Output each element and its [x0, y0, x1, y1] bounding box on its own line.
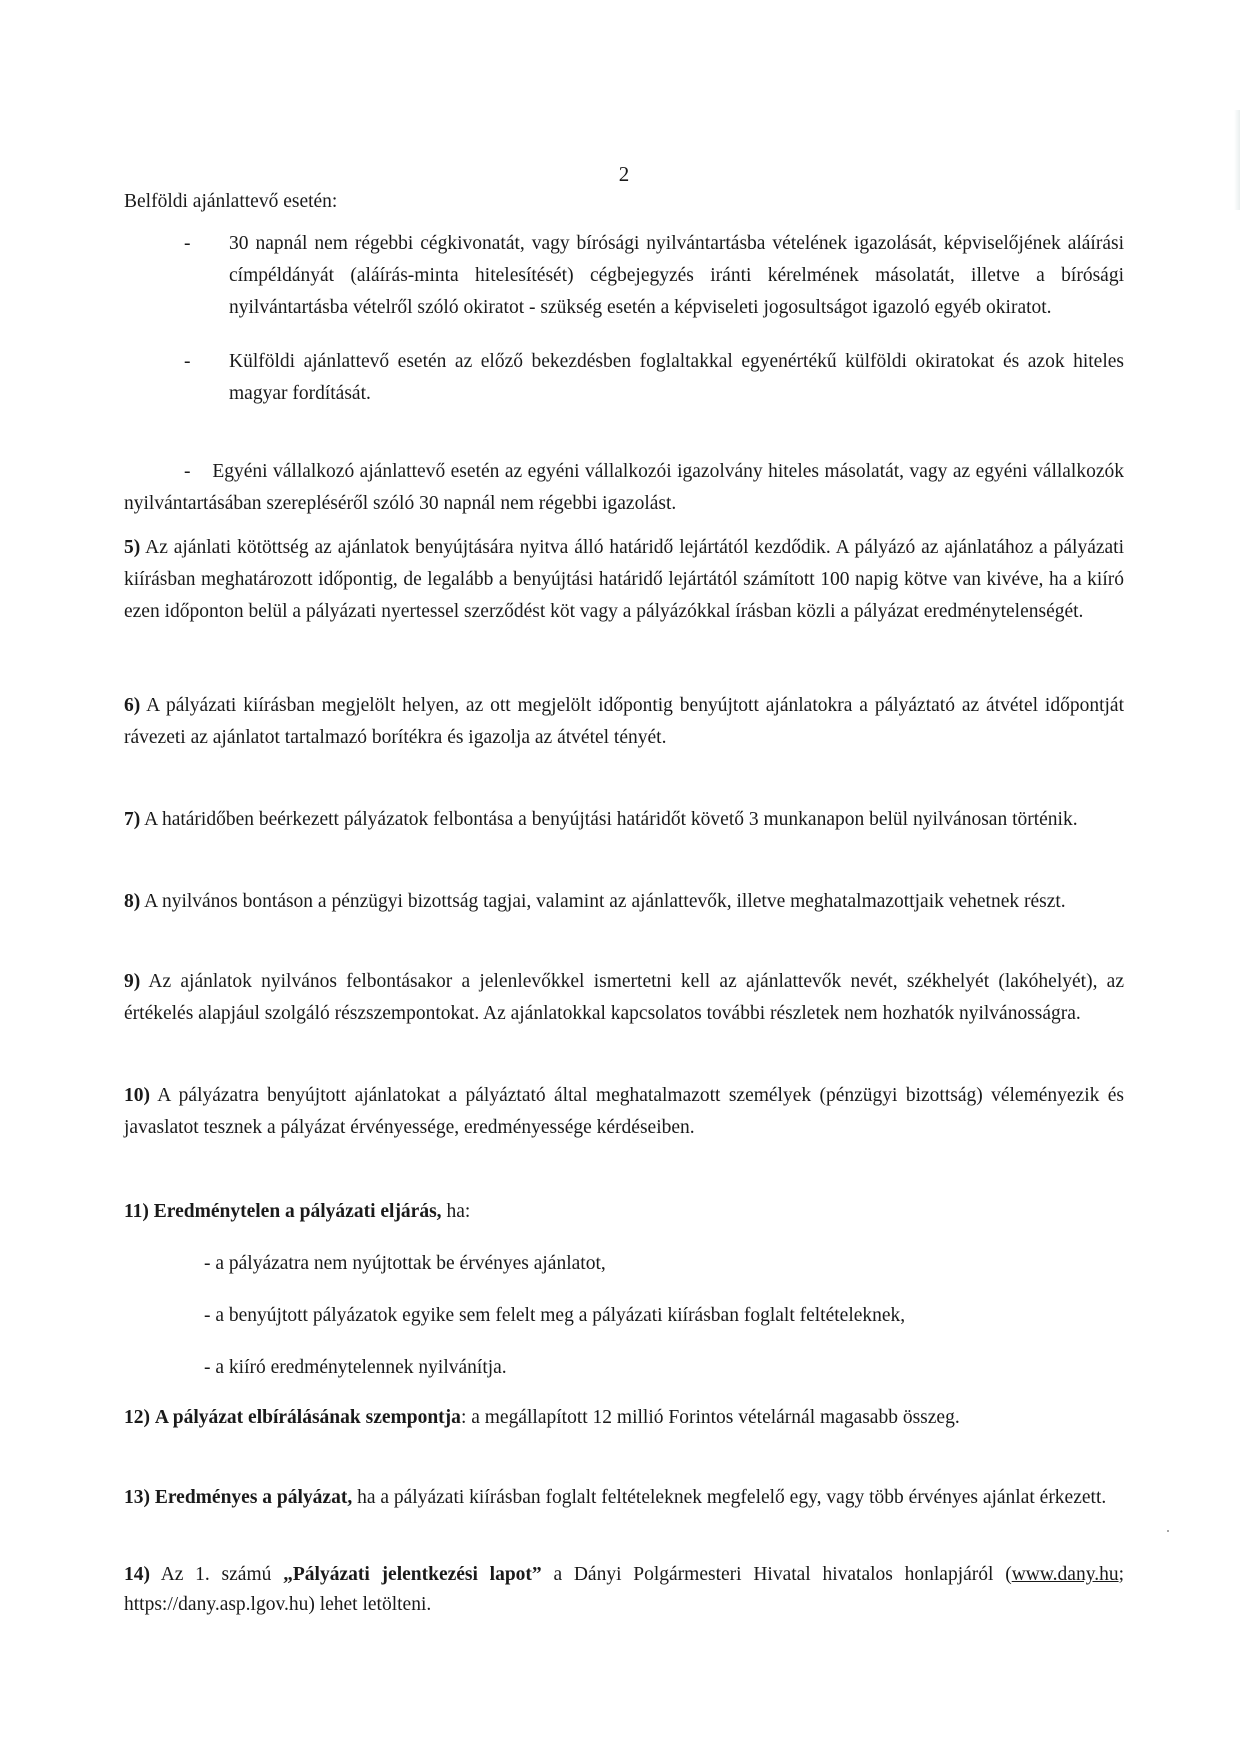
- list-item-text: 30 napnál nem régebbi cégkivonatát, vagy bírósági nyilvántartásba vételének igazolását, képviselőjének aláírási címpéldányát (aláírás-minta hitelesítését) cégbejegyzés iránti kérelmének másolatát, illetve a bírósági nyilvántartásba vételről szóló okiratot - szükség esetén a képviseleti jogosultságot igazoló egyéb okiratot.: [229, 233, 1124, 318]
- section-text: Az ajánlatok nyilvános felbontásakor a jelenlevőkkel ismertetni kell az ajánlattevők nevét, székhelyét (lakóhelyét), az értékelés alapjául szolgáló részszempontokat. Az ajánlatokkal kapcsolatos további részletek nem hozhatók nyilvánosságra.: [124, 971, 1124, 1024]
- section-13: [124, 1482, 1124, 1514]
- section-11: [124, 1196, 1124, 1228]
- section-number: 7): [124, 809, 141, 830]
- sole-trader-text: Egyéni vállalkozó ajánlattevő esetén az egyéni vállalkozói igazolvány hiteles másolatát, vagy az egyéni vállalkozók nyilvántartásában szerepléséről szóló 30 napnál nem régebbi igazolást.: [124, 461, 1125, 514]
- list-item: [184, 346, 1124, 410]
- section-text: : a megállapított 12 millió Forintos vételárnál magasabb összeg.: [460, 1407, 960, 1428]
- section-text: ha:: [441, 1201, 471, 1222]
- section-5: [124, 532, 1124, 628]
- section-text: A pályázati kiírásban megjelölt helyen, az ott megjelölt időpontig benyújtott ajánlatokra a pályáztató az átvétel időpontját rávezeti az ajánlatot tartalmazó borítékra és igazolja az átvétel tényét.: [124, 695, 1124, 748]
- scan-speck: [1167, 1530, 1169, 1532]
- dash-bullet: -: [184, 351, 191, 372]
- section-14: [124, 1560, 1124, 1620]
- section-11-item: - a pályázatra nem nyújtottak be érvényes ajánlatot,: [204, 1253, 606, 1274]
- dash-bullet: -: [184, 461, 191, 482]
- section-number: 10): [124, 1085, 150, 1106]
- section-text: A pályázatra benyújtott ajánlatokat a pályáztató által meghatalmazott személyek (pénzügyi bizottság) véleményezik és javaslatot tesznek a pályázat érvényessége, eredményessége kérdéseiben.: [124, 1085, 1124, 1138]
- section-text: Az 1. számú: [160, 1564, 284, 1585]
- section-number: 5): [124, 537, 141, 558]
- section-number: 9): [124, 971, 141, 992]
- section-bold-text: A pályázat elbírálásának szempontja: [154, 1407, 461, 1428]
- domestic-requirements-list: [184, 228, 1124, 410]
- section-11-item: - a benyújtott pályázatok egyike sem felelt meg a pályázati kiírásban foglalt feltételeknek,: [204, 1305, 906, 1326]
- list-item: [184, 228, 1124, 324]
- section-text: A nyilvános bontáson a pénzügyi bizottság tagjai, valamint az ajánlattevők, illetve meghatalmazottjaik vehetnek részt.: [144, 891, 1066, 912]
- section-number: 14): [124, 1564, 150, 1585]
- form-name: „Pályázati jelentkezési lapot”: [283, 1564, 542, 1585]
- heading-domestic-bidder: Belföldi ajánlattevő esetén:: [124, 191, 338, 212]
- section-number: 13): [124, 1487, 150, 1508]
- section-bold-text: Eredménytelen a pályázati eljárás,: [153, 1201, 442, 1222]
- website-link[interactable]: www.dany.hu: [1011, 1564, 1119, 1585]
- section-text: ; https://dany.asp.lgov.hu) lehet letölteni.: [124, 1564, 1124, 1615]
- section-8: [124, 886, 1124, 918]
- page-number: 2: [618, 162, 630, 186]
- section-7: [124, 804, 1124, 836]
- section-text: Az ajánlati kötöttség az ajánlatok benyújtására nyitva álló határidő lejártától kezdődik. A pályázó az ajánlatához a pályázati kiírásban meghatározott időpontig, de legalább a benyújtási határidő lejártától számított 100 napig kötve van kivéve, ha a kiíró ezen időponton belül a pályázati nyertessel szerződést köt vagy a pályázókkal írásban közli a pályázat eredménytelenségét.: [124, 537, 1124, 622]
- section-number: 6): [124, 695, 141, 716]
- scan-edge-shadow: [1234, 110, 1240, 210]
- section-12: [124, 1402, 1124, 1434]
- section-11-item: - a kiíró eredménytelennek nyilvánítja.: [204, 1357, 507, 1378]
- section-6: [124, 690, 1124, 754]
- dash-bullet: -: [184, 233, 191, 254]
- section-number: 8): [124, 891, 141, 912]
- section-text: A határidőben beérkezett pályázatok felbontása a benyújtási határidőt követő 3 munkanapon belül nyilvánosan történik.: [144, 809, 1078, 830]
- list-item-text: Külföldi ajánlattevő esetén az előző bekezdésben foglaltakkal egyenértékű külföldi okiratokat és azok hiteles magyar fordítását.: [229, 351, 1124, 404]
- section-9: [124, 966, 1124, 1030]
- sole-trader-paragraph: [124, 456, 1124, 520]
- section-bold-text: Eredményes a pályázat,: [154, 1487, 353, 1508]
- section-number: 11): [124, 1201, 149, 1222]
- section-10: [124, 1080, 1124, 1144]
- section-text: a Dányi Polgármesteri Hivatal hivatalos honlapjáról (: [541, 1564, 1012, 1585]
- section-text: ha a pályázati kiírásban foglalt feltételeknek megfelelő egy, vagy több érvényes ajánlat érkezett.: [352, 1487, 1107, 1508]
- section-number: 12): [124, 1407, 150, 1428]
